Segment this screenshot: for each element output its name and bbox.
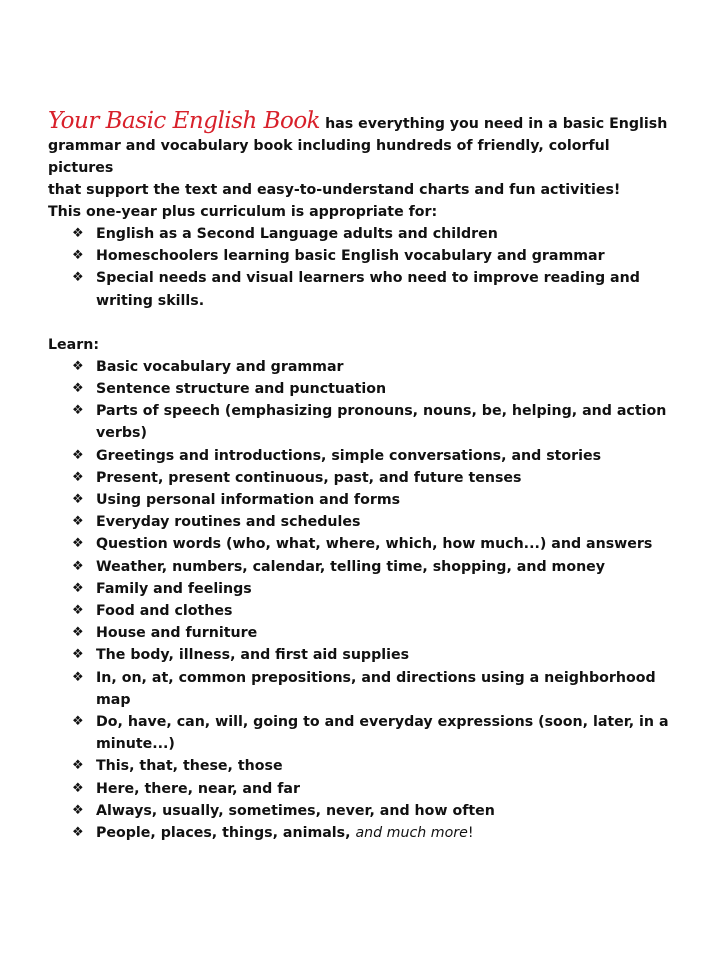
bullet-icon: ❖ — [72, 603, 84, 619]
list-item: ❖ Always, usually, sometimes, never, and how often — [48, 800, 678, 822]
list-item: ❖ Sentence structure and punctuation — [48, 378, 678, 400]
document-page — [48, 110, 678, 844]
intro-paragraph — [48, 110, 678, 223]
bullet-icon: ❖ — [72, 248, 84, 264]
list-item: ❖ The body, illness, and first aid supplies — [48, 644, 678, 666]
list-item: ❖ Present, present continuous, past, and future tenses — [48, 467, 678, 489]
list-item: ❖ Family and feelings — [48, 578, 678, 600]
bullet-icon: ❖ — [72, 669, 84, 685]
bullet-icon: ❖ — [72, 714, 84, 730]
list-item: ❖ Greetings and introductions, simple conversations, and stories — [48, 445, 678, 467]
learn-heading: Learn: — [48, 336, 100, 353]
list-item: ❖ Weather, numbers, calendar, telling time, shopping, and money — [48, 556, 678, 578]
book-title: Your Basic English Book — [48, 108, 321, 134]
list-item: ❖ Do, have, can, will, going to and everyday expressions (soon, later, in a minute...) — [48, 711, 678, 755]
bullet-icon: ❖ — [72, 492, 84, 508]
list-item: ❖ Question words (who, what, where, which, how much...) and answers — [48, 533, 678, 555]
list-item: ❖ In, on, at, common prepositions, and directions using a neighborhood map — [48, 667, 678, 711]
bullet-icon: ❖ — [72, 802, 84, 818]
emphasis-text: and much more — [355, 825, 468, 842]
bullet-icon: ❖ — [72, 647, 84, 663]
intro-line-3: that support the text and easy-to-understand charts and fun activities! — [48, 182, 621, 198]
list-item: ❖ People, places, things, animals, and much more! — [48, 822, 678, 844]
list-item: ❖ This, that, these, those — [48, 755, 678, 777]
intro-line-1: has everything you need in a basic English — [320, 116, 668, 132]
list-item: ❖ Parts of speech (emphasizing pronouns, nouns, be, helping, and action verbs) — [48, 400, 678, 444]
list-item: ❖ Homeschoolers learning basic English vocabulary and grammar — [48, 245, 678, 267]
list-item: ❖ House and furniture — [48, 622, 678, 644]
list-item: ❖ Food and clothes — [48, 600, 678, 622]
bullet-icon: ❖ — [72, 514, 84, 530]
bullet-icon: ❖ — [72, 758, 84, 774]
bullet-icon: ❖ — [72, 358, 84, 374]
list-item: ❖ Basic vocabulary and grammar — [48, 356, 678, 378]
bullet-icon: ❖ — [72, 780, 84, 796]
list-item: ❖ Everyday routines and schedules — [48, 511, 678, 533]
bullet-icon: ❖ — [72, 825, 84, 841]
bullet-icon: ❖ — [72, 403, 84, 419]
bullet-icon: ❖ — [72, 625, 84, 641]
bullet-icon: ❖ — [72, 447, 84, 463]
bullet-icon: ❖ — [72, 580, 84, 596]
bullet-icon: ❖ — [72, 226, 84, 241]
list-item: ❖ English as a Second Language adults and children — [48, 223, 678, 245]
bullet-icon: ❖ — [72, 558, 84, 574]
bullet-icon: ❖ — [72, 381, 84, 397]
topics-list — [48, 356, 678, 844]
list-item: ❖ Using personal information and forms — [48, 489, 678, 511]
bullet-icon: ❖ — [72, 536, 84, 552]
list-item: ❖ Special needs and visual learners who need to improve reading and writing skills. — [48, 267, 678, 311]
bullet-icon: ❖ — [72, 469, 84, 485]
intro-line-2: grammar and vocabulary book including hundreds of friendly, colorful pictures — [48, 138, 610, 176]
bullet-icon: ❖ — [72, 270, 84, 286]
audience-list — [48, 223, 678, 312]
list-item: ❖ Here, there, near, and far — [48, 778, 678, 800]
intro-line-4: This one-year plus curriculum is appropriate for: — [48, 204, 438, 220]
